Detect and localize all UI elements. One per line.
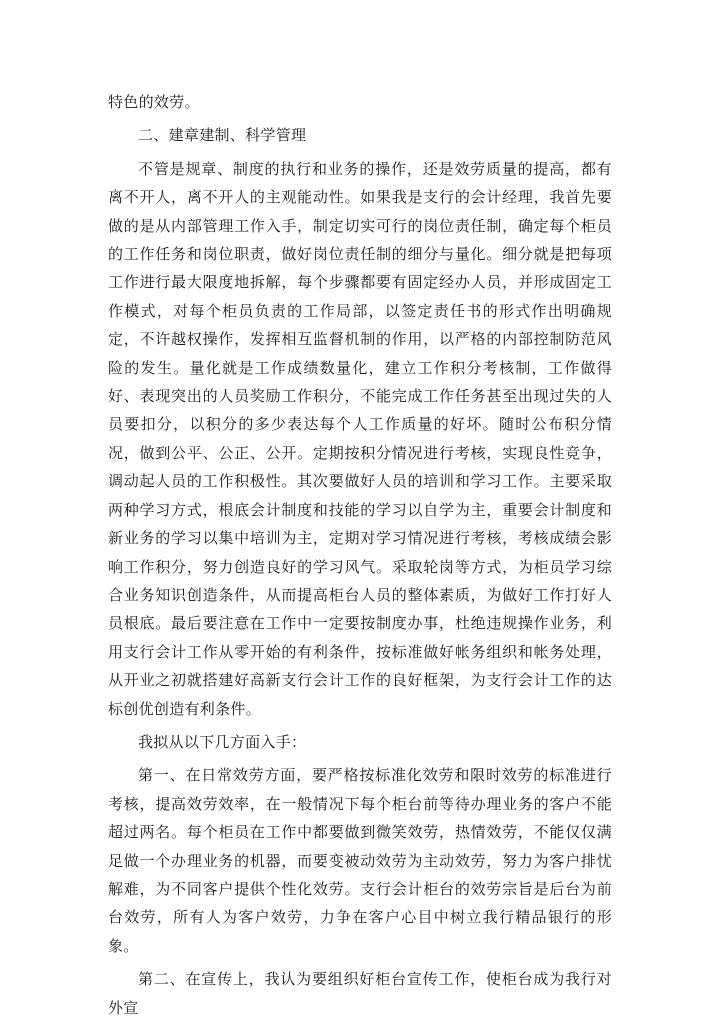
paragraph-intro: 我拟从以下几方面入手： bbox=[138, 732, 307, 751]
section-heading: 二、建章建制、科学管理 bbox=[138, 126, 307, 145]
paragraph-continuation: 特色的效劳。 bbox=[108, 93, 200, 111]
document-body bbox=[108, 88, 612, 1027]
paragraph-second-point: 第二、在宣传上，我认为要组织好柜台宣传工作，使柜台成为我行对外宣 bbox=[108, 970, 612, 1017]
paragraph-first-point: 第一、在日常效劳方面，要严格按标准化效劳和限时效劳的标准进行考核，提高效劳效率，在一般情况下每个柜台前等待办理业务的客户不能超过两名。每个柜员在工作中都要做到微笑效劳，热情效劳，不能仅仅满足做一个办理业务的机器，而要变被动效劳为主动效劳，努力为客户排忧解难，为不同客户提供个性化效劳。支行会计柜台的效劳宗旨是后台为前台效劳，所有人为客户效劳，力争在客户心目中树立我行精品银行的形象。 bbox=[108, 766, 612, 955]
paragraph-management: 不管是规章、制度的执行和业务的操作，还是效劳质量的提高，都有离不开人，离不开人的主观能动性。如果我是支行的会计经理，我首先要做的是从内部管理工作入手，制定切实可行的岗位责任制，确定每个柜员的工作任务和岗位职责，做好岗位责任制的细分与量化。细分就是把每项工作进行最大限度地拆解，每个步骤都要有固定经办人员，并形成固定工作模式，对每个柜员负责的工作局部，以签定责任书的形式作出明确规定，不许越权操作，发挥相互监督机制的作用，以严格的内部控制防范风险的发生。量化就是工作成绩数量化，建立工作积分考核制，工作做得好、表现突出的人员奖励工作积分，不能完成工作任务甚至出现过失的人员要扣分，以积分的多少表达每个人工作质量的好坏。随时公布积分情况，做到公平、公正、公开。定期按积分情况进行考核，实现良性竞争，调动起人员的工作积极性。其次要做好人员的培训和学习工作。主要采取两种学习方式，根底会计制度和技能的学习以自学为主，重要会计制度和新业务的学习以集中培训为主，定期对学习情况进行考核，考核成绩会影响工作积分，努力创造良好的学习风气。采取轮岗等方式，为柜员学习综合业务知识创造条件，从而提高柜台人员的整体素质，为做好工作打好人员根底。最后要注意在工作中一定要按制度办事，杜绝违规操作业务，利用支行会计工作从零开始的有利条件，按标准做好帐务组织和帐务处理，从开业之初就搭建好高新支行会计工作的良好框架，为支行会计工作的达标创优创造有利条件。 bbox=[108, 159, 612, 718]
